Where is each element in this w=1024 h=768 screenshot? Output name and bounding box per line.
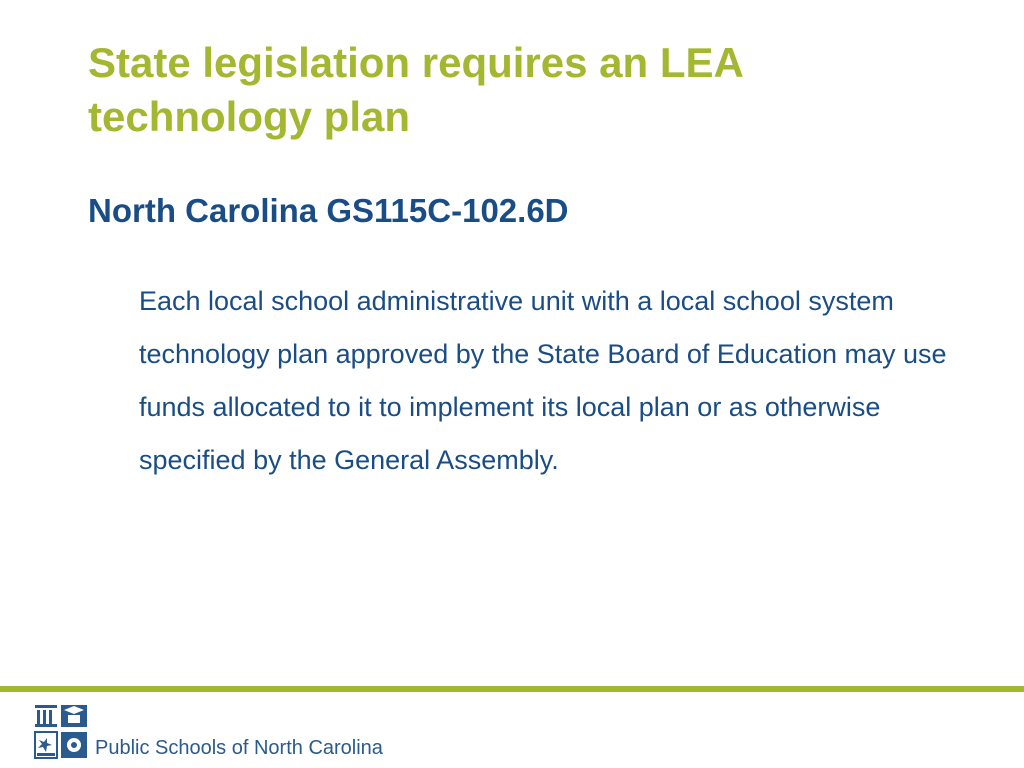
footer-divider <box>0 686 1024 692</box>
nc-public-schools-logo-icon <box>33 702 89 760</box>
slide-title: State legislation requires an LEA technology plan <box>88 39 743 140</box>
slide-body-text: Each local school administrative unit with a local school system technology plan approved by the State Board of Education may use funds allocated to it to implement its local plan or as otherwise specified by the General Assembly. <box>139 286 947 475</box>
footer-org-name: Public Schools of North Carolina <box>95 737 383 759</box>
slide-subtitle: North Carolina GS115C-102.6D <box>88 192 569 229</box>
